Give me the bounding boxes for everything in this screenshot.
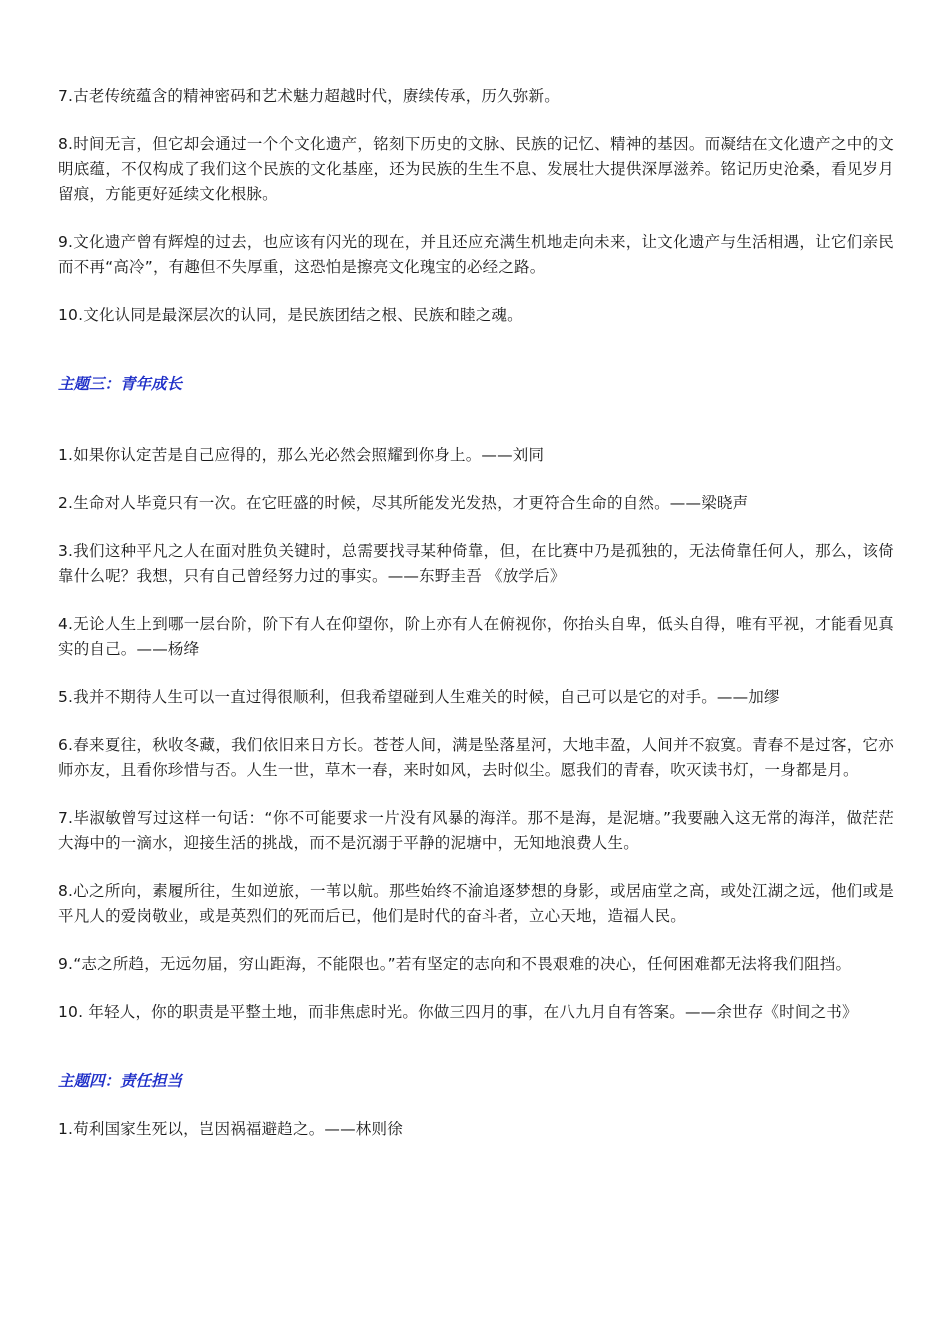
document-page [58,84,894,1142]
paragraph-3-2: 2.生命对人毕竟只有一次。在它旺盛的时候，尽其所能发光发热，才更符合生命的自然。——梁晓声 [58,494,749,512]
paragraph-3-8: 8.心之所向，素履所往，生如逆旅，一苇以航。那些始终不渝追逐梦想的身影，或居庙堂之高，或处江湖之远，他们或是平凡人的爱岗敬业，或是英烈们的死而后已，他们是时代的奋斗者，立心天地，造福人民。 [58,882,894,925]
paragraph-3-7: 7.毕淑敏曾写过这样一句话：“你不可能要求一片没有风暴的海洋。那不是海，是泥塘。”我要融入这无常的海洋，做茫茫大海中的一滴水，迎接生活的挑战，而不是沉溺于平静的泥塘中，无知地浪费人生。 [58,809,894,852]
paragraph-3-3: 3.我们这种平凡之人在面对胜负关键时，总需要找寻某种倚靠，但，在比赛中乃是孤独的，无法倚靠任何人，那么，该倚靠什么呢？我想，只有自己曾经努力过的事实。——东野圭吾 《放学后》 [58,542,894,585]
section-four-heading: 主题四：责任担当 [58,1072,183,1090]
paragraph-4-1: 1.苟利国家生死以，岂因祸福避趋之。——林则徐 [58,1120,403,1138]
paragraph-3-9: 9.“志之所趋，无远勿届，穷山距海，不能限也。”若有坚定的志向和不畏艰难的决心，任何困难都无法将我们阻挡。 [58,955,852,973]
paragraph-3-4: 4.无论人生上到哪一层台阶，阶下有人在仰望你，阶上亦有人在俯视你，你抬头自卑，低头自得，唯有平视，才能看见真实的自己。——杨绛 [58,615,894,658]
paragraph-3-5: 5.我并不期待人生可以一直过得很顺利，但我希望碰到人生难关的时候，自己可以是它的对手。——加缪 [58,688,780,706]
paragraph-2-10: 10.文化认同是最深层次的认同，是民族团结之根、民族和睦之魂。 [58,306,523,324]
paragraph-2-9: 9.文化遗产曾有辉煌的过去，也应该有闪光的现在，并且还应充满生机地走向未来，让文化遗产与生活相遇，让它们亲民而不再“高冷”，有趣但不失厚重，这恐怕是擦亮文化瑰宝的必经之路。 [58,233,894,276]
paragraph-3-10: 10. 年轻人，你的职责是平整土地，而非焦虑时光。你做三四月的事，在八九月自有答案。——余世存《时间之书》 [58,1003,858,1021]
paragraph-3-6: 6.春来夏往，秋收冬藏，我们依旧来日方长。苍苍人间，满是坠落星河，大地丰盈，人间并不寂寞。青春不是过客，它亦师亦友，且看你珍惜与否。人生一世，草木一春，来时如风，去时似尘。愿我们的青春，吹灭读书灯，一身都是月。 [58,736,894,779]
section-three-heading: 主题三：青年成长 [58,375,183,393]
paragraph-3-1: 1.如果你认定苦是自己应得的，那么光必然会照耀到你身上。——刘同 [58,446,545,464]
paragraph-2-7: 7.古老传统蕴含的精神密码和艺术魅力超越时代，赓续传承，历久弥新。 [58,87,560,105]
paragraph-2-8: 8.时间无言，但它却会通过一个个文化遗产，铭刻下历史的文脉、民族的记忆、精神的基因。而凝结在文化遗产之中的文明底蕴，不仅构成了我们这个民族的文化基座，还为民族的生生不息、发展壮大提供深厚滋养。铭记历史沧桑，看见岁月留痕，方能更好延续文化根脉。 [58,135,894,203]
